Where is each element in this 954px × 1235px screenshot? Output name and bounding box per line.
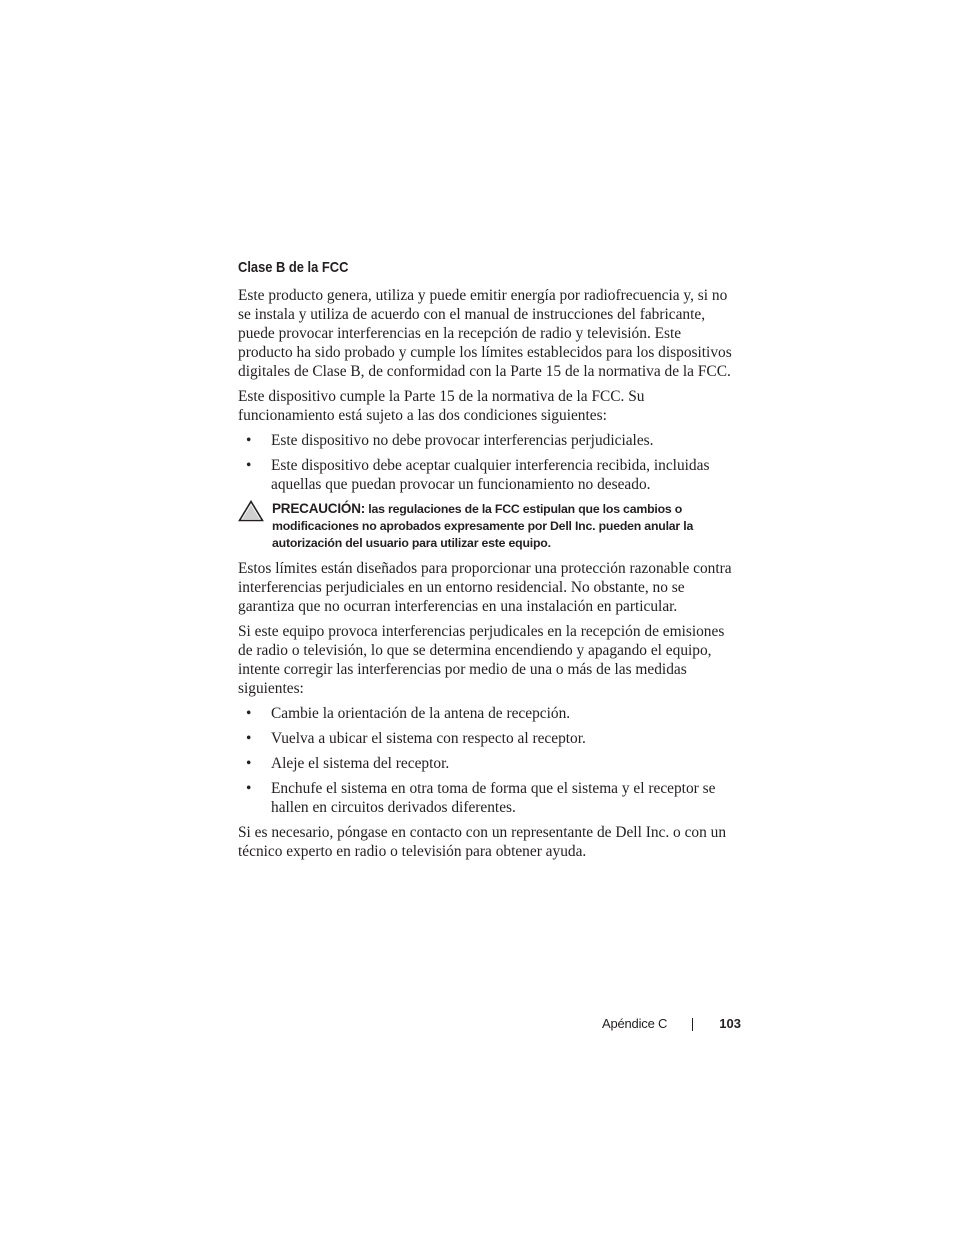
list-item-text: Este dispositivo no debe provocar interferencias perjudiciales. (271, 432, 654, 449)
bullet-icon: • (246, 705, 252, 722)
list-item-text: Cambie la orientación de la antena de recepción. (271, 705, 571, 722)
list-item (238, 456, 738, 494)
footer-section-name: Apéndice C (602, 1016, 668, 1031)
bullet-icon: • (246, 730, 252, 747)
paragraph-limits: Estos límites están diseñados para proporcionar una protección razonable contra interferencias perjudiciales en un entorno residencial. No obstante, no se garantiza que no ocurran interferencias en una instalación en particular. (238, 560, 732, 615)
footer-divider (692, 1018, 693, 1031)
bullet-icon: • (246, 457, 252, 474)
list-item-text: Vuelva a ubicar el sistema con respecto al receptor. (271, 730, 586, 747)
list-item-text: Aleje el sistema del receptor. (271, 755, 450, 772)
caution-note (238, 500, 738, 552)
paragraph-measures-intro: Si este equipo provoca interferencias perjudicales en la recepción de emisiones de radio o televisión, lo que se determina encendiendo y apagando el equipo, intente corregir las interferencias por medio de una o más de las medidas siguientes: (238, 623, 725, 697)
paragraph-contact: Si es necesario, póngase en contacto con un representante de Dell Inc. o con un técnico experto en radio o televisión para obtener ayuda. (238, 824, 727, 860)
warning-triangle-icon (238, 500, 264, 522)
list-item (238, 431, 738, 450)
page-number: 103 (719, 1016, 741, 1031)
paragraph-intro: Este producto genera, utiliza y puede emitir energía por radiofrecuencia y, si no se instala y utiliza de acuerdo con el manual de instrucciones del fabricante, puede provocar interferencias en la recepción de radio y televisión. Este producto ha sido probado y cumple los límites establecidos para los dispositivos digitales de Clase B, de conformidad con la Parte 15 de la normativa de la FCC. (238, 287, 732, 380)
caution-text: las regulaciones de la FCC estipulan que los cambios o modificaciones no aprobados expresamente por Dell Inc. pueden anular la autorización del usuario para utilizar este equipo. (272, 502, 694, 550)
list-item (238, 729, 738, 748)
section-heading: Clase B de la FCC (238, 259, 349, 276)
conditions-list (238, 431, 738, 494)
list-item (238, 754, 738, 773)
bullet-icon: • (246, 432, 252, 449)
list-item (238, 779, 738, 817)
page-content (238, 258, 738, 867)
page-footer (600, 1013, 741, 1035)
list-item-text: Este dispositivo debe aceptar cualquier interferencia recibida, incluidas aquellas que puedan provocar un funcionamiento no deseado. (271, 457, 710, 493)
paragraph-compliance: Este dispositivo cumple la Parte 15 de la normativa de la FCC. Su funcionamiento está sujeto a las dos condiciones siguientes: (238, 388, 645, 424)
caution-label: PRECAUCIÓN: (272, 501, 366, 516)
list-item-text: Enchufe el sistema en otra toma de forma que el sistema y el receptor se hallen en circuitos derivados diferentes. (271, 780, 716, 816)
measures-list (238, 704, 738, 817)
bullet-icon: • (246, 755, 252, 772)
list-item (238, 704, 738, 723)
bullet-icon: • (246, 780, 252, 797)
